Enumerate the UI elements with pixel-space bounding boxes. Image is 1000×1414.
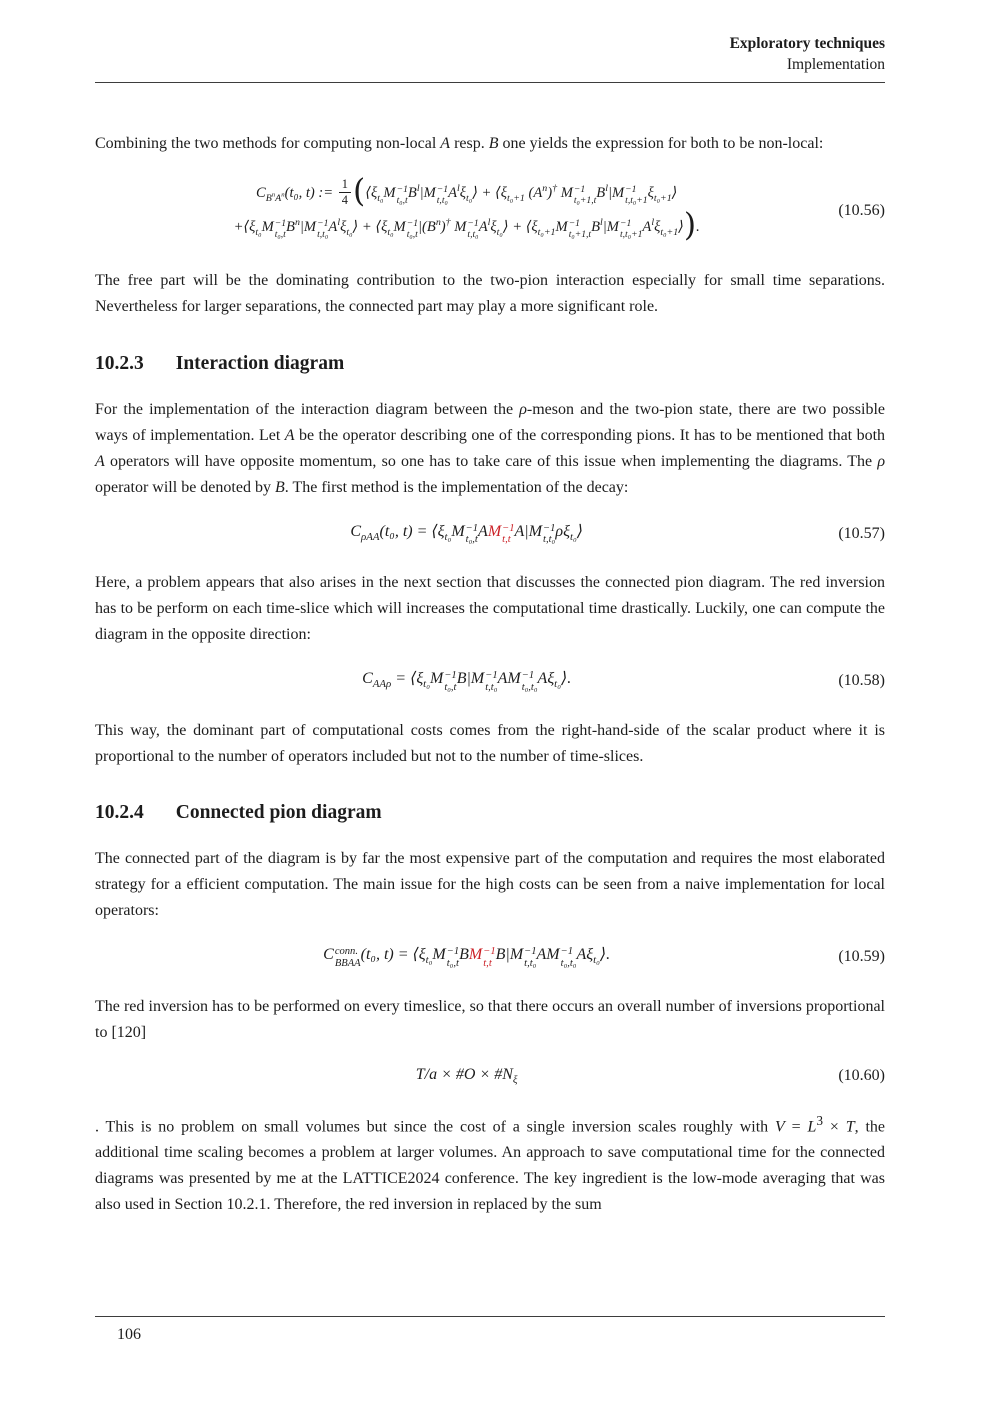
running-header-text (95, 34, 885, 76)
section-heading-interaction-diagram (95, 353, 885, 375)
running-header (95, 34, 885, 83)
paragraph-connected-part: The connected part of the diagram is by far the most expensive part of the computation and requires the most elaborated strategy for a efficient computation. The main issue for the high costs can be seen from a naive implementation for local operators: (95, 849, 885, 920)
equation-body (95, 173, 838, 244)
paragraph-free-part: The free part will be the dominating contribution to the two-pion interaction especially for small time separations. Nevertheless for larger separations, the connected part may play a more significant role. (95, 272, 885, 316)
paragraph-inversions-count: The red inversion has to be performed on every timeslice, so that there occurs an overall number of inversions proportional to [120] (95, 997, 885, 1041)
equation-number: (10.59) (838, 947, 885, 965)
equation-number: (10.58) (838, 672, 885, 690)
paragraph-interaction-implementation: For the implementation of the interaction diagram between the ρ-meson and the two-pion state, there are two possible ways of implementation. Let A be the operator describing one of the corresponding pions. It has to be mentioned that both A operators will have opposite momentum, so one has to take care of this issue when implementing the diagrams. The ρ operator will be denoted by B. The first method is the implementation of the decay: (95, 400, 886, 496)
equation-body: C conn. BBAA (t₀, $t) = ⟨\xi_{t_0}M$ −1 t₀,t BM −1 t,t B|M −1 t,t₀ AM −1 t₀,t₀ $A\xi_{t_0}⟩$. (323, 945, 611, 969)
paragraph-volume-scaling: . This is no problem on small volumes but since the cost of a single inversion scales roughly with $V = L^3 \times T$, the additional time scaling becomes a problem at larger volumes. An approach to save computational time for the connected diagrams was presented by me at the LATTICE2024 conference. The key ingredient is the low-mode averaging that was also used in Section 10.2.1. Therefore, the red inversion in replaced by the sum (95, 1112, 886, 1214)
section-title: Connected pion diagram (175, 801, 382, 823)
paragraph-dominant-costs: This way, the dominant part of computational costs comes from the right-hand-side of the scalar product where it is proportional to the number of operators included but not to the number of time-slices. (95, 721, 885, 765)
equation-line-1: $C_{B^nA^n}(t_0$, t) := $\frac{1}{4}$ ($⟨\xi_{t_0}M$ −1 t₀,t $B^l|M$ −1 t,t₀ $A^l\xi_{t_0}⟩$ + $⟨\xi_{t_0+1}$ $(A^n)^\dagger$ M −1 t₀+1,t $B^l|M$ −1 t,t₀+1 $\xi_{t_0+1}⟩$ (255, 173, 678, 210)
equation-body: T/a × #O × $\#N_\xi$ (415, 1065, 518, 1086)
running-header-chapter: Exploratory techniques (729, 35, 885, 52)
equation-10-56 (95, 173, 885, 244)
page-body (95, 131, 885, 1219)
equation-number: (10.57) (838, 524, 885, 542)
equation-10-59 (95, 944, 885, 969)
section-heading-connected-pion-diagram (95, 802, 885, 824)
equation-10-60 (95, 1066, 885, 1086)
equation-body: $C_{\rho AA}(t_0$, $t) = ⟨\xi_{t_0}M$ −1 t₀,t AM −1 t,t A|M −1 t,t₀ $\rho\xi_{t_0}⟩$ (350, 522, 584, 546)
header-rule (95, 82, 885, 83)
equation-number: (10.60) (838, 1066, 885, 1084)
page-number: 106 (117, 1326, 141, 1343)
equation-10-57 (95, 521, 885, 546)
section-number: 10.2.4 (95, 801, 144, 823)
equation-10-58 (95, 668, 885, 693)
paragraph-combining-methods: Combining the two methods for computing non-local A resp. B one yields the expression for both to be non-local: (95, 134, 824, 152)
equation-body: $C_{AA\rho}$ = $⟨\xi_{t_0}M$ −1 t₀,t B|M −1 t,t₀ AM −1 t₀,t₀ $A\xi_{t_0}⟩$. (362, 670, 572, 693)
section-number: 10.2.3 (95, 352, 144, 374)
paragraph-red-inversion-problem: Here, a problem appears that also arises in the next section that discusses the connected pion diagram. The red inversion has to be perform on each time-slice which will increases the computational time drastically. Luckily, one can compute the diagram in the opposite direction: (95, 574, 885, 644)
page-footer (95, 1316, 885, 1344)
footer-rule (95, 1316, 885, 1317)
equation-line-2: $+⟨\xi_{t_0}M$ −1 t₀,t $B^n|M$ −1 t,t₀ $A^l\xi_{t_0}⟩$ + $⟨\xi_{t_0}M$ −1 t₀,t $|(B^n)^\dagger$ M −1 t,t₀ $A^l\xi_{t_0}⟩$ + $⟨\xi_{t_0+1}M$ −1 t₀+1,t $B^l|M$ −1 t,t₀+1 $A^l\xi_{t_0+1}⟩$). (233, 207, 700, 244)
equation-number: (10.56) (838, 201, 885, 219)
section-title: Interaction diagram (175, 352, 345, 374)
running-header-section: Implementation (786, 55, 885, 73)
